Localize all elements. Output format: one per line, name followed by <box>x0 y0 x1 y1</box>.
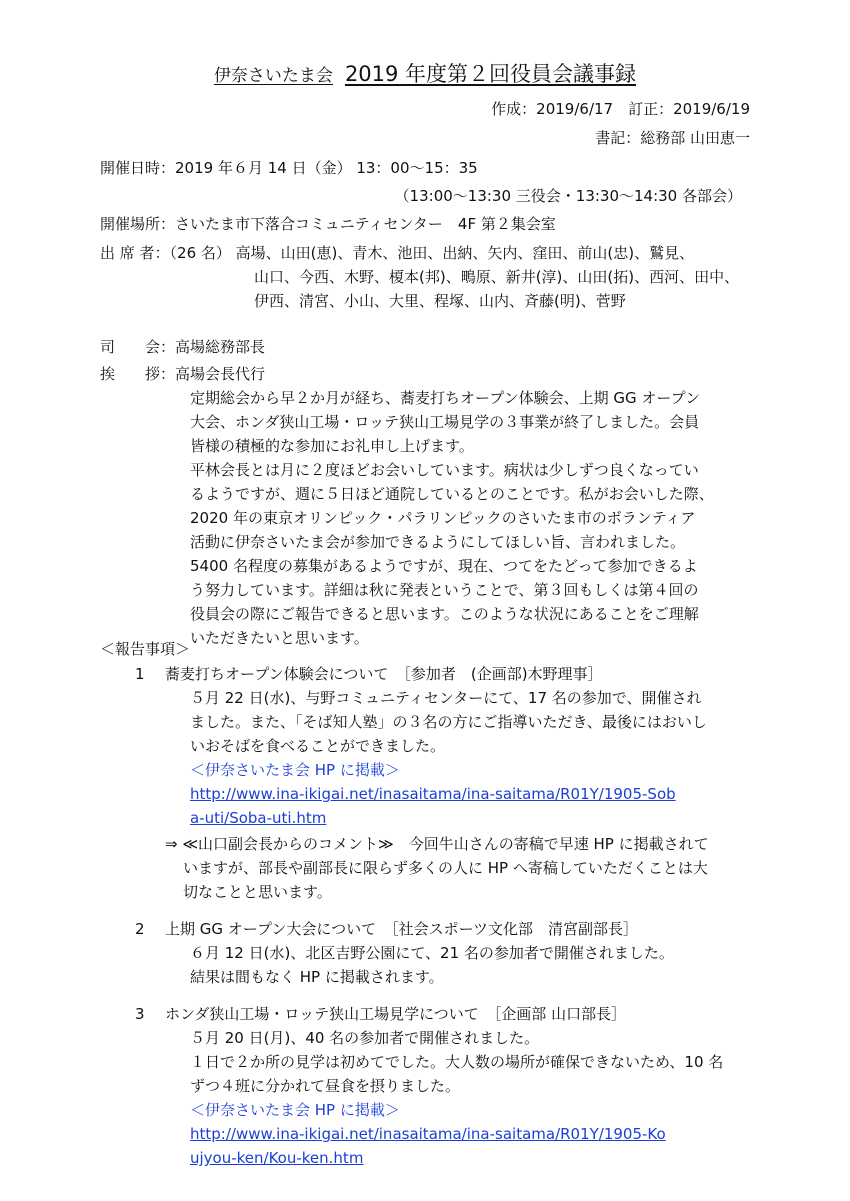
greeting-line: 2020 年の東京オリンピック・パラリンピックのさいたま市のボランティア <box>190 509 696 527</box>
report-url-link[interactable]: http://www.ina-ikigai.net/inasaitama/ina-saitama/R01Y/1905-Ko <box>190 1125 666 1143</box>
report-item-line: いおそばを食べることができました。 <box>190 737 446 755</box>
recorder: 書記：総務部 山田恵一 <box>595 129 750 147</box>
report-item-title: 蕎麦打ちオープン体験会について ［参加者 (企画部)木野理事］ <box>165 665 603 683</box>
report-item-body <box>190 941 760 989</box>
report-item-line: ずつ４班に分かれて昼食を摂りました。 <box>190 1077 461 1095</box>
greeting-line: う努力しています。詳細は秋に発表ということで、第３回もしくは第４回の <box>190 581 699 599</box>
report-item-body <box>190 686 760 830</box>
report-item-line: 結果は間もなく HP に掲載されます。 <box>190 968 444 986</box>
hp-notice: ＜伊奈さいたま会 HP に掲載＞ <box>190 761 400 779</box>
vice-president-comment <box>165 832 755 904</box>
created-date: 作成：2019/6/17 訂正：2019/6/19 <box>491 100 750 118</box>
meeting-place-row <box>100 212 556 236</box>
date-label: 開催日時： <box>100 159 176 177</box>
report-url-link[interactable]: a-uti/Soba-uti.htm <box>190 809 327 827</box>
greeting-line: 5400 名程度の募集があるようですが、現在、つてをたどって参加できるよ <box>190 557 698 575</box>
attendees-line-2: 山口、今西、木野、榎本(邦)、鴫原、新井(淳)、山田(拓)、西河、田中、 <box>254 268 740 286</box>
report-item-body <box>190 1026 760 1170</box>
date-subtimes: （13:00～13:30 三役会・13:30～14:30 各部会） <box>394 187 742 205</box>
greeting-line: 平林会長とは月に２度ほどお会いしています。病状は少しずつ良くなってい <box>190 461 699 479</box>
greeting-line: いただきたいと思います。 <box>190 629 369 647</box>
report-item-line: ６月 12 日(水)、北区吉野公園にて、21 名の参加者で開催されました。 <box>190 944 674 962</box>
report-item-title: ホンダ狭山工場・ロッテ狭山工場見学について ［企画部 山口部長］ <box>165 1005 627 1023</box>
report-item-title: 上期 GG オープン大会について ［社会スポーツ文化部 清宮副部長］ <box>165 920 639 938</box>
meeting-date-row <box>100 156 478 180</box>
greeting-paragraph <box>190 386 750 650</box>
attendees-row <box>100 241 694 265</box>
minutes-title: 2019 年度第２回役員会議事録 <box>344 62 637 86</box>
attendees-label: 出 席 者： <box>100 244 170 262</box>
greeting-line: 皆様の積極的な参加にお礼申し上げます。 <box>190 437 474 455</box>
org-name: 伊奈さいたま会 <box>213 66 333 86</box>
report-item-number: 1 <box>135 665 145 683</box>
chair-label: 司 会： <box>100 338 176 356</box>
report-item-number: 2 <box>135 920 145 938</box>
report-item-line: ました。また、「そば知人塾」の３名の方にご指導いただき、最後にはおいし <box>190 713 707 731</box>
greeting-row <box>100 362 265 386</box>
report-url-link[interactable]: http://www.ina-ikigai.net/inasaitama/ina-saitama/R01Y/1905-Sob <box>190 785 676 803</box>
greeting-value: 高場会長代行 <box>175 365 266 383</box>
document-title <box>0 62 850 88</box>
hp-notice: ＜伊奈さいたま会 HP に掲載＞ <box>190 1101 400 1119</box>
greeting-label: 挨 拶： <box>100 365 176 383</box>
greeting-line: 活動に伊奈さいたま会が参加できるようにしてほしい旨、言われました。 <box>190 533 686 551</box>
attendees-line-1: （26 名） 高場、山田(恵)、青木、池田、出納、矢内、窪田、前山(忠)、鷲見、 <box>169 244 695 262</box>
attendees-line-3: 伊西、清宮、小山、大里、程塚、山内、斉藤(明)、菅野 <box>254 292 626 310</box>
date-value: 2019 年６月 14 日（金） 13：00～15：35 <box>175 159 478 177</box>
place-value: さいたま市下落合コミュニティセンター 4F 第２集会室 <box>175 215 556 233</box>
report-item-line: ５月 20 日(月)、40 名の参加者で開催されました。 <box>190 1029 540 1047</box>
greeting-line: 大会、ホンダ狭山工場・ロッテ狭山工場見学の３事業が終了しました。会員 <box>190 413 700 431</box>
place-label: 開催場所： <box>100 215 176 233</box>
chair-value: 高場総務部長 <box>175 338 266 356</box>
greeting-line: 役員会の際にご報告できると思います。このような状況にあることをご理解 <box>190 605 699 623</box>
greeting-line: 定期総会から早２か月が経ち、蕎麦打ちオープン体験会、上期 GG オープン <box>190 389 701 407</box>
report-item-line: １日で２か所の見学は初めてでした。大人数の場所が確保できないため、10 名 <box>190 1053 724 1071</box>
comment-line: ⇒ ≪山口副会長からのコメント≫ 今回牛山さんの寄稿で早速 HP に掲載されて <box>165 835 709 853</box>
report-item-number: 3 <box>135 1005 145 1023</box>
report-heading: ＜報告事項＞ <box>100 640 191 658</box>
greeting-line: るようですが、週に５日ほど通院しているとのことです。私がお会いした際、 <box>190 485 714 503</box>
report-url-link[interactable]: ujyou-ken/Kou-ken.htm <box>190 1149 364 1167</box>
chair-row <box>100 335 265 359</box>
report-item-line: ５月 22 日(水)、与野コミュニティセンターにて、17 名の参加で、開催され <box>190 689 702 707</box>
comment-line: 切なことと思います。 <box>183 883 332 901</box>
comment-line: いますが、部長や副部長に限らず多くの人に HP へ寄稿していただくことは大 <box>183 859 708 877</box>
